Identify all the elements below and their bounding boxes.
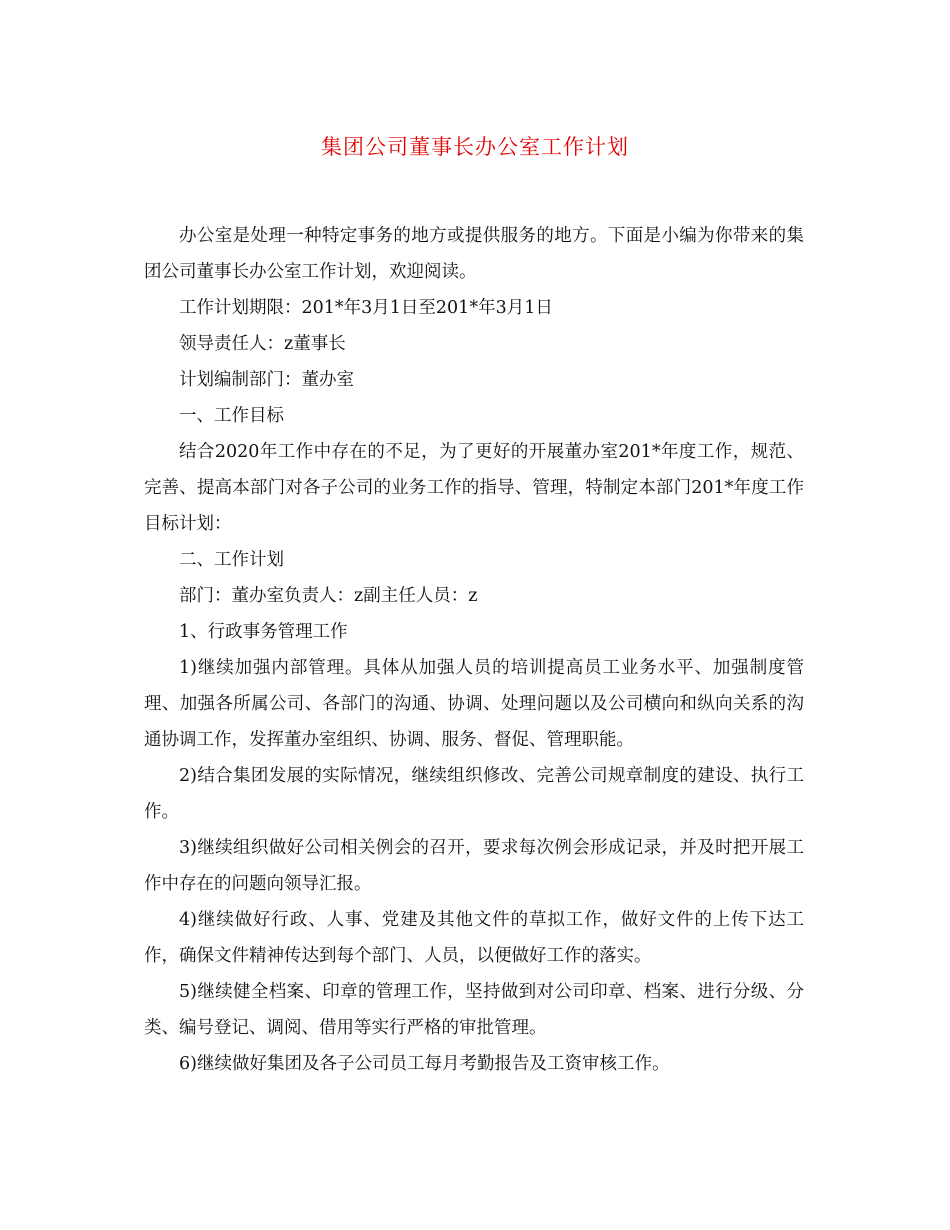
paragraph-intro: 办公室是处理一种特定事务的地方或提供服务的地方。下面是小编为你带来的集团公司董事长办公室工作计划，欢迎阅读。 xyxy=(144,226,804,282)
list-item: 2)结合集团发展的实际情况，继续组织修改、完善公司规章制度的建设、执行工作。 xyxy=(144,766,804,822)
list-item: 3)继续组织做好公司相关例会的召开，要求每次例会形成记录，并及时把开展工作中存在的问题向领导汇报。 xyxy=(144,838,804,894)
paragraph-leader: 领导责任人：z董事长 xyxy=(179,334,346,354)
list-item: 5)继续健全档案、印章的管理工作，坚持做到对公司印章、档案、进行分级、分类、编号登记、调阅、借用等实行严格的审批管理。 xyxy=(144,982,804,1038)
section-heading-goals: 一、工作目标 xyxy=(179,406,284,426)
section-heading-plan: 二、工作计划 xyxy=(179,550,284,570)
list-item: 6)继续做好集团及各子公司员工每月考勤报告及工资审核工作。 xyxy=(179,1054,670,1074)
document-body xyxy=(144,218,804,1082)
list-item: 4)继续做好行政、人事、党建及其他文件的草拟工作，做好文件的上传下达工作，确保文件精神传达到每个部门、人员，以便做好工作的落实。 xyxy=(144,910,804,966)
document-title: 集团公司董事长办公室工作计划 xyxy=(321,135,629,159)
paragraph-staff: 部门：董办室负责人：z副主任人员：z xyxy=(179,586,478,606)
list-item: 1)继续加强内部管理。具体从加强人员的培训提高员工业务水平、加强制度管理、加强各所属公司、各部门的沟通、协调、处理问题以及公司横向和纵向关系的沟通协调工作，发挥董办室组织、协调、服务、督促、管理职能。 xyxy=(144,658,804,750)
paragraph-goals: 结合2020年工作中存在的不足，为了更好的开展董办室201*年度工作，规范、完善、提高本部门对各子公司的业务工作的指导、管理，特制定本部门201*年度工作目标计划： xyxy=(144,442,804,534)
paragraph-department: 计划编制部门：董办室 xyxy=(179,370,354,390)
paragraph-plan-period: 工作计划期限：201*年3月1日至201*年3月1日 xyxy=(179,298,553,318)
subsection-heading-admin: 1、行政事务管理工作 xyxy=(179,622,348,642)
